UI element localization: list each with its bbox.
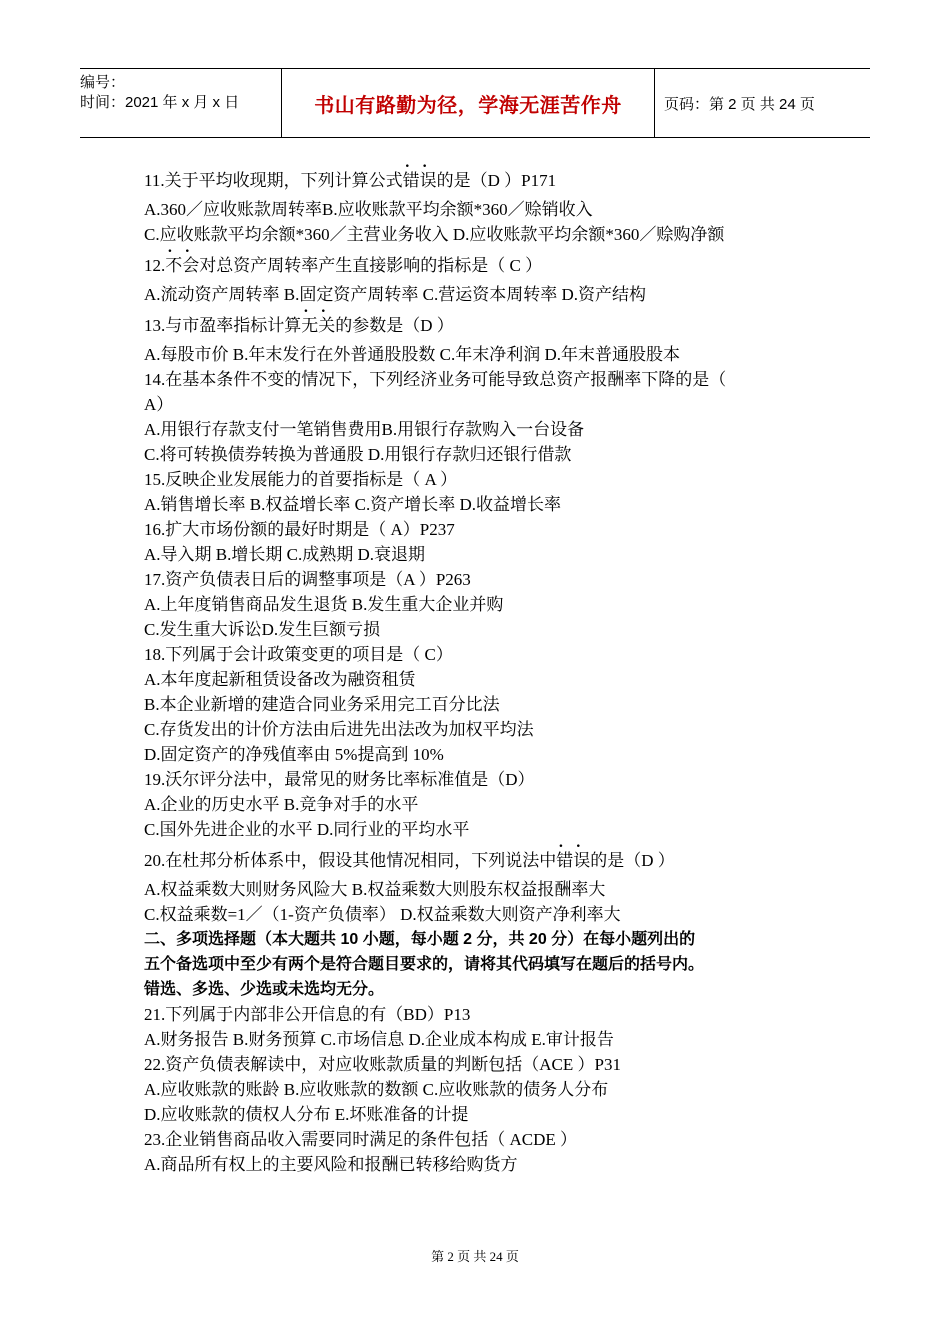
emphasized-word: · · 错误 bbox=[556, 848, 590, 873]
text-line bbox=[144, 168, 824, 193]
header-page-cell bbox=[664, 69, 870, 137]
text-line: A.每股市价 B.年末发行在外普通股股数 C.年末净利润 D.年末普通股股本 bbox=[144, 345, 680, 364]
text-line: 23.企业销售商品收入需要同时满足的条件包括（ ACDE ） bbox=[144, 1130, 578, 1149]
question-text: 的参数是（D ） bbox=[335, 316, 454, 335]
text-line: A.财务报告 B.财务预算 C.市场信息 D.企业成本构成 E.审计报告 bbox=[144, 1030, 614, 1049]
text-line: B.本企业新增的建造合同业务采用完工百分比法 bbox=[144, 695, 500, 714]
text-line bbox=[144, 313, 824, 338]
header-motto-cell bbox=[281, 69, 655, 137]
text-line: D.应收账款的债权人分布 E.坏账准备的计提 bbox=[144, 1105, 469, 1124]
text-line: A.销售增长率 B.权益增长率 C.资产增长率 D.收益增长率 bbox=[144, 495, 561, 514]
text-line: 16.扩大市场份额的最好时期是（ A）P237 bbox=[144, 520, 455, 539]
text-line: C.应收账款平均余额*360／主营业务收入 D.应收账款平均余额*360／赊购净额 bbox=[144, 225, 725, 244]
text-line: A.流动资产周转率 B.固定资产周转率 C.营运资本周转率 D.资产结构 bbox=[144, 285, 646, 304]
emphasized-word: · · 无关 bbox=[301, 313, 335, 338]
page-footer: 第 2 页 共 24 页 bbox=[431, 1249, 519, 1264]
emphasized-word: · · 不会 bbox=[165, 253, 199, 278]
text-line: A.用银行存款支付一笔销售费用B.用银行存款购入一台设备 bbox=[144, 420, 585, 439]
question-text: 11.关于平均收现期，下列计算公式 bbox=[144, 171, 403, 190]
section-heading-line: 二、多项选择题（本大题共 10 小题，每小题 2 分，共 20 分）在每小题列出的 bbox=[144, 931, 696, 948]
document-date-label: 时间：2021 年 x 月 x 日 bbox=[80, 94, 240, 111]
text-line: A.企业的历史水平 B.竞争对手的水平 bbox=[144, 795, 419, 814]
text-line: 17.资产负债表日后的调整事项是（A ）P263 bbox=[144, 570, 471, 589]
question-text: 13.与市盈率指标计算 bbox=[144, 316, 302, 335]
document-number-label: 编号： bbox=[80, 74, 126, 91]
text-line: D.固定资产的净残值率由 5%提高到 10% bbox=[144, 745, 444, 764]
text-line: C.国外先进企业的水平 D.同行业的平均水平 bbox=[144, 820, 470, 839]
question-text: 对总资产周转率产生直接影响的指标是（ C ） bbox=[199, 256, 543, 275]
text-line: A.权益乘数大则财务风险大 B.权益乘数大则股东权益报酬率大 bbox=[144, 880, 606, 899]
text-line: 22.资产负债表解读中，对应收账款质量的判断包括（ACE ）P31 bbox=[144, 1055, 621, 1074]
text-line: A.商品所有权上的主要风险和报酬已转移给购货方 bbox=[144, 1155, 518, 1174]
header-page-number: 页码：第 2 页 共 24 页 bbox=[664, 95, 815, 113]
text-line bbox=[144, 253, 824, 278]
text-line: 21.下列属于内部非公开信息的有（BD）P13 bbox=[144, 1005, 471, 1024]
question-text: 的是（D ）P171 bbox=[436, 171, 557, 190]
question-text: 的是（D ） bbox=[590, 851, 675, 870]
question-text: 12. bbox=[144, 256, 166, 275]
text-line: A.应收账款的账龄 B.应收账款的数额 C.应收账款的债务人分布 bbox=[144, 1080, 609, 1099]
text-line: 19.沃尔评分法中，最常见的财务比率标准值是（D） bbox=[144, 770, 535, 789]
document-body bbox=[144, 168, 824, 1177]
emphasized-word: · · 错误 bbox=[403, 168, 437, 193]
text-line: A.导入期 B.增长期 C.成熟期 D.衰退期 bbox=[144, 545, 425, 564]
text-line: C.存货发出的计价方法由后进先出法改为加权平均法 bbox=[144, 720, 534, 739]
text-line bbox=[144, 848, 824, 873]
text-line: A.本年度起新租赁设备改为融资租赁 bbox=[144, 670, 416, 689]
text-line: 18.下列属于会计政策变更的项目是（ C） bbox=[144, 645, 453, 664]
text-line: A.360／应收账款周转率B.应收账款平均余额*360／赊销收入 bbox=[144, 200, 593, 219]
header-meta bbox=[80, 69, 280, 137]
question-text: 20.在杜邦分析体系中，假设其他情况相同，下列说法中 bbox=[144, 851, 557, 870]
text-line: 14.在基本条件不变的情况下，下列经济业务可能导致总资产报酬率下降的是（ bbox=[144, 370, 727, 389]
section-heading-line: 五个备选项中至少有两个是符合题目要求的，请将其代码填写在题后的括号内。 bbox=[144, 956, 705, 973]
text-line: C.将可转换债券转换为普通股 D.用银行存款归还银行借款 bbox=[144, 445, 572, 464]
header-motto: 书山有路勤为径，学海无涯苦作舟 bbox=[314, 94, 622, 117]
text-line: 15.反映企业发展能力的首要指标是（ A ） bbox=[144, 470, 458, 489]
page-header bbox=[80, 68, 870, 138]
text-line: C.发生重大诉讼D.发生巨额亏损 bbox=[144, 620, 381, 639]
text-line: A.上年度销售商品发生退货 B.发生重大企业并购 bbox=[144, 595, 504, 614]
text-line: A） bbox=[144, 395, 174, 414]
section-heading-line: 错选、多选、少选或未选均无分。 bbox=[144, 981, 385, 998]
text-line: C.权益乘数=1／（1-资产负债率） D.权益乘数大则资产净利率大 bbox=[144, 905, 621, 924]
